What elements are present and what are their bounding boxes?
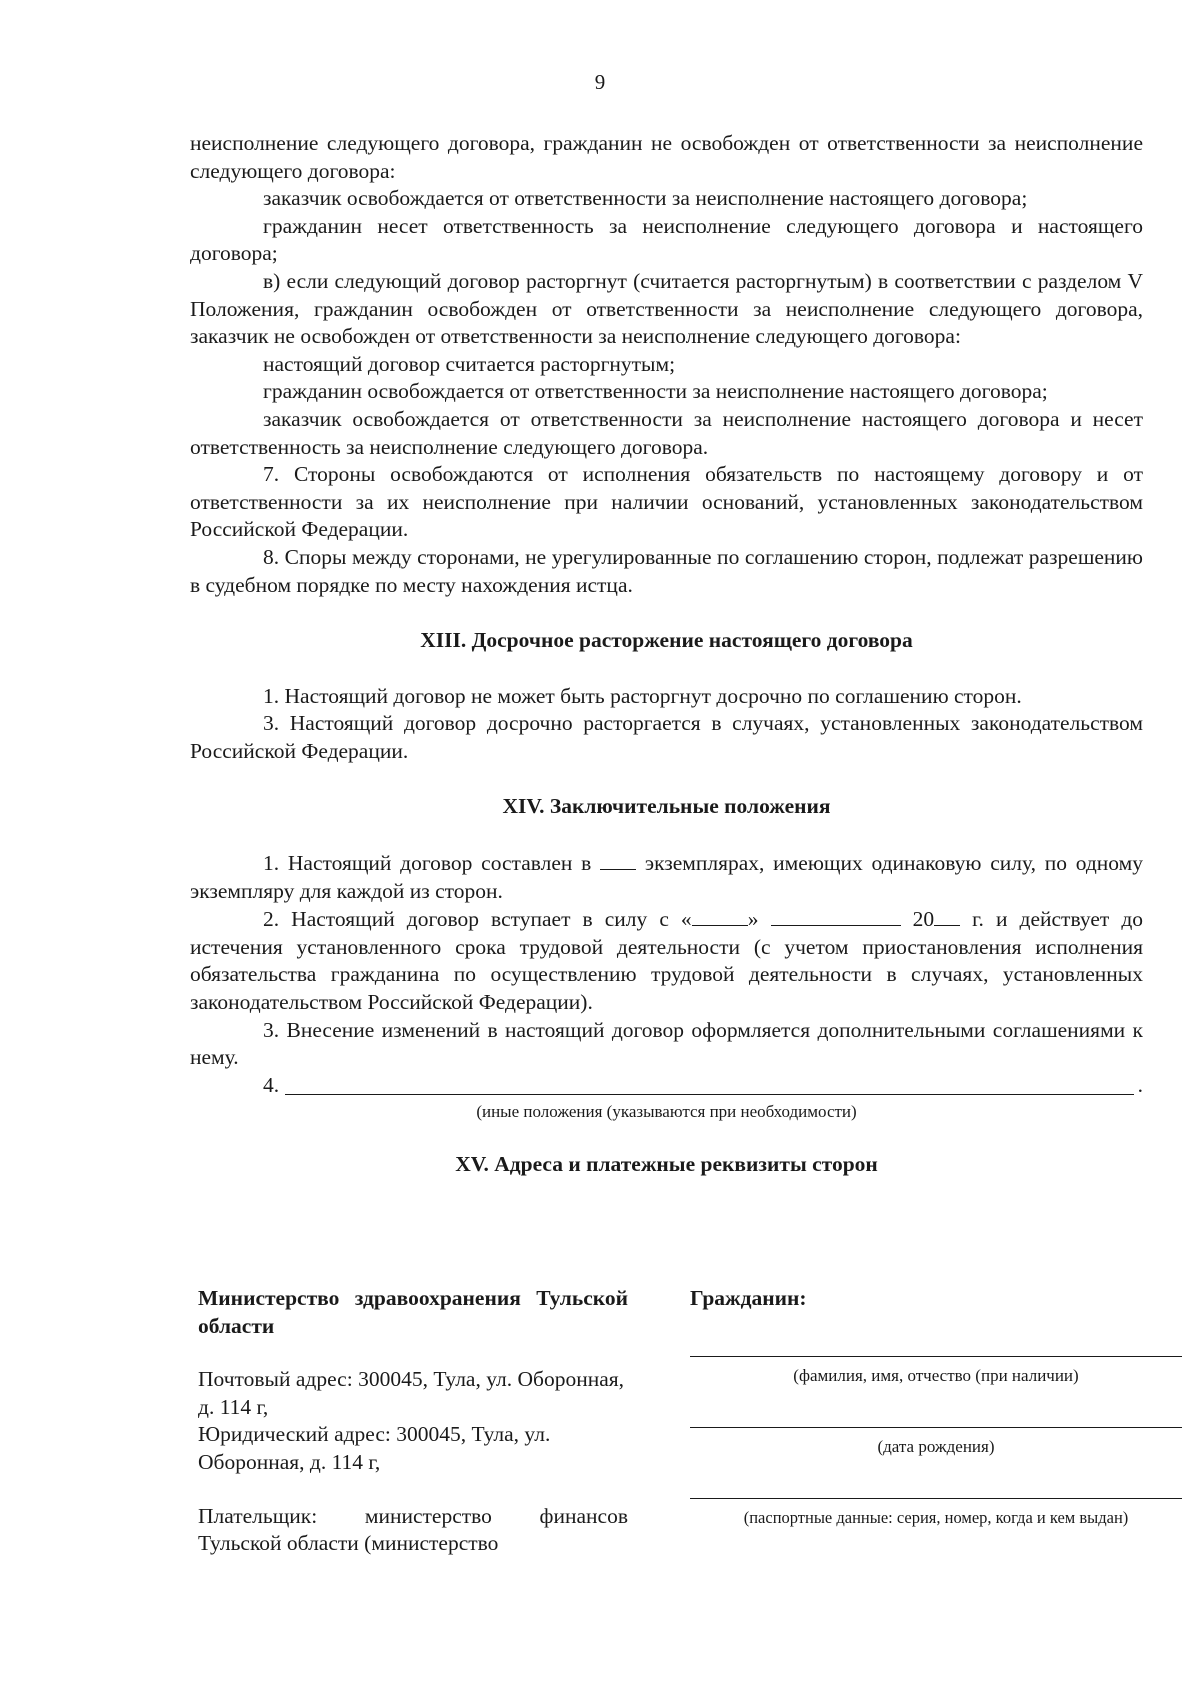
paragraph-other-provisions	[190, 1072, 1143, 1100]
passport-caption: (паспортные данные: серия, номер, когда и кем выдан)	[743, 1507, 1129, 1527]
name-line[interactable]	[690, 1356, 1182, 1357]
citizen-label: Гражданин:	[690, 1286, 807, 1310]
section-15-title: XV. Адреса и платежные реквизиты сторон	[455, 1152, 878, 1177]
postal-address: Почтовый адрес: 300045, Тула, ул. Оборонная, д. 114 г,	[198, 1367, 625, 1419]
paragraph: 3. Настоящий договор досрочно расторгается в случаях, установленных законодательством Российской Федерации.	[190, 711, 1143, 763]
paragraph: 3. Внесение изменений в настоящий договор оформляется дополнительными соглашениями к нему.	[190, 1017, 1143, 1070]
payer: Плательщик: министерство финансов Тульской области (министерство	[198, 1503, 628, 1556]
text: экземплярах, имеющих одинаковую силу, по одному экземпляру для каждой из сторон.	[190, 851, 1143, 903]
document-body	[190, 130, 1143, 1207]
passport-line[interactable]	[690, 1498, 1182, 1499]
text: 20	[912, 907, 935, 932]
paragraph: 8. Споры между сторонами, не урегулированные по соглашению сторон, подлежат разрешению в судебном порядке по месту нахождения истца.	[190, 544, 1143, 597]
paragraph-effective-date	[190, 905, 1143, 1016]
other-provisions-line[interactable]	[285, 1074, 1134, 1095]
birth-date-caption: (дата рождения)	[877, 1436, 995, 1456]
paragraph: гражданин несет ответственность за неисполнение следующего договора и настоящего договора;	[190, 213, 1143, 266]
page-number: 9	[594, 70, 606, 94]
paragraph: заказчик освобождается от ответственности за неисполнение настоящего договора;	[263, 186, 1028, 211]
parties-details	[198, 1285, 1188, 1625]
paragraph-copies	[190, 849, 1143, 905]
item-number: 4.	[263, 1072, 280, 1097]
paragraph: 1. Настоящий договор не может быть расторгнут досрочно по соглашению сторон.	[263, 683, 1022, 708]
text: .	[1137, 1072, 1143, 1097]
citizen-column	[690, 1285, 1182, 1529]
section-13-title: XIII. Досрочное расторжение настоящего договора	[420, 628, 913, 653]
paragraph: заказчик освобождается от ответственности за неисполнение настоящего договора и несет ответственность за неисполнение следующего договора.	[190, 406, 1143, 459]
name-caption: (фамилия, имя, отчество (при наличии)	[793, 1365, 1079, 1385]
org-name: Министерство здравоохранения Тульской области	[198, 1286, 628, 1338]
paragraph: в) если следующий договор расторгнут (считается расторгнутым) в соответствии с разделом V Положения, гражданин освобожден от ответственности за неисполнение следующего договора, заказчик не освобожден от ответственности за неисполнение следующего договора:	[190, 268, 1143, 349]
text: г. и действует до истечения установленного срока трудовой деятельности (с учетом приостановления исполнения обязательства гражданина по осуществлению трудовой деятельности в случаях, установленных законодательством Российской Федерации).	[190, 907, 1144, 1015]
text: 2. Настоящий договор вступает в силу с «	[263, 907, 692, 932]
text: »	[747, 907, 759, 932]
paragraph: гражданин освобождается от ответственности за неисполнение настоящего договора;	[263, 379, 1048, 404]
other-provisions-caption: (иные положения (указываются при необходимости)	[476, 1102, 857, 1122]
month-blank[interactable]	[771, 905, 901, 926]
copies-blank[interactable]	[600, 849, 636, 870]
day-blank[interactable]	[692, 905, 748, 926]
paragraph: настоящий договор считается расторгнутым;	[263, 351, 676, 376]
section-14-title: XIV. Заключительные положения	[502, 794, 831, 819]
paragraph: неисполнение следующего договора, гражданин не освобожден от ответственности за неисполнение следующего договора:	[190, 131, 1143, 183]
birth-date-line[interactable]	[690, 1427, 1182, 1428]
customer-column	[198, 1285, 628, 1558]
paragraph: 7. Стороны освобождаются от исполнения обязательств по настоящему договору и от ответственности за их неисполнение при наличии оснований, установленных законодательством Российской Федерации.	[190, 462, 1143, 542]
year-blank[interactable]	[934, 905, 960, 926]
text: 1. Настоящий договор составлен в	[263, 851, 592, 876]
legal-address: Юридический адрес: 300045, Тула, ул. Оборонная, д. 114 г,	[198, 1422, 551, 1474]
